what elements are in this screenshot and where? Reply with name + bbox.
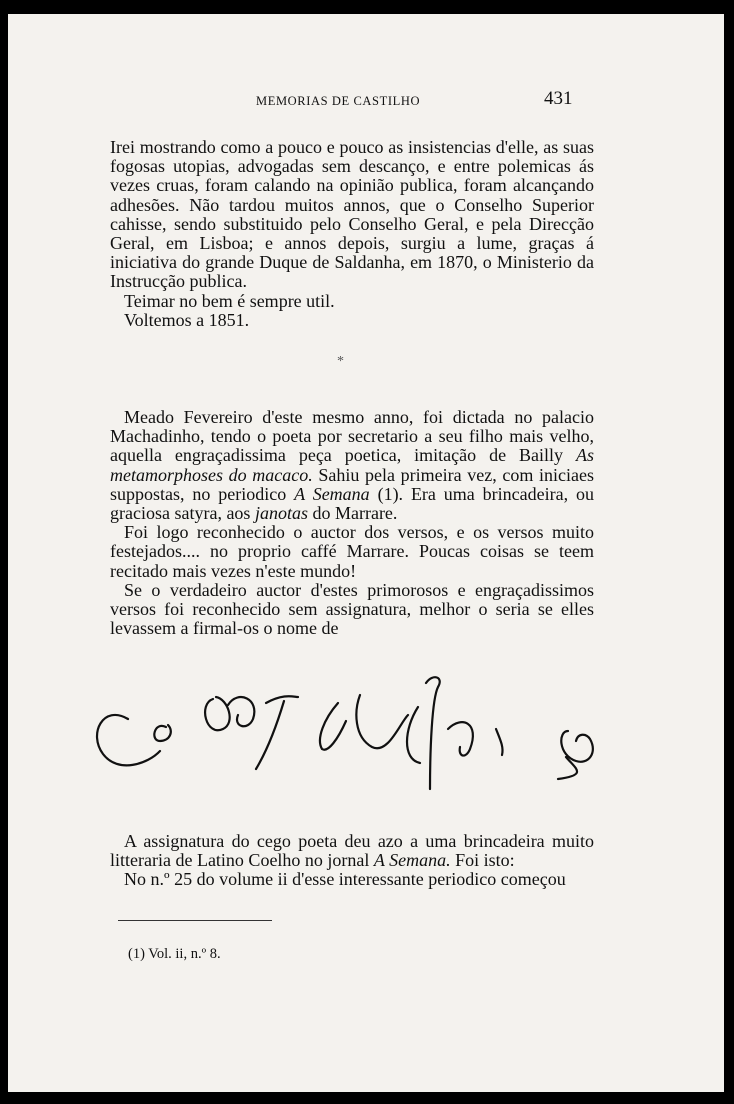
meado-text-a: Meado Fevereiro d'este mesmo anno, foi dictada no palacio Machadinho, tendo o poeta por secretario a seu filho mais velho, aquella engraçadissima peça poetica, imitação de Bailly: [110, 407, 594, 466]
text-block-top: [110, 138, 594, 330]
assig-periodical-italic: A Semana.: [373, 850, 451, 871]
paragraph-voltemos: Voltemos a 1851.: [124, 309, 250, 330]
handwritten-signature: [88, 659, 628, 799]
paragraph-irei: Irei mostrando como a pouco e pouco as insistencias d'elle, as suas fogosas utopias, advogadas sem descanço, e entre polemicas ás vezes cruas, foram calando na opinião publica, foram alcançando adhesões. Não tardou muitos annos, que o Conselho Superior cahisse, sendo substituido pelo Conselho Geral, e pela Direcção Geral, em Lisboa; e annos depois, surgiu a lume, graças á iniciativa do grande Duque de Saldanha, em 1870, o Ministerio da Instrucção publica.: [110, 137, 594, 292]
assig-text-a: A assignatura do cego poeta deu azo a uma brincadeira muito litteraria de Latino Coelho no jornal: [110, 831, 594, 871]
meado-periodical-italic: A Semana: [294, 483, 370, 504]
page-number: 431: [544, 88, 573, 109]
assig-text-c: Foi isto:: [450, 850, 515, 871]
paragraph-assignatura: [110, 832, 594, 870]
paragraph-teimar: Teimar no bem é sempre util.: [124, 290, 335, 311]
meado-janotas-italic: janotas: [254, 503, 308, 524]
paragraph-se: Se o verdadeiro auctor d'estes primorosos e engraçadissimos versos foi reconhecido sem assignatura, melhor o seria se elles levassem a firmal-os o nome de: [110, 579, 594, 639]
meado-text-g: do Marrare.: [307, 503, 398, 524]
section-asterism: *: [337, 354, 344, 369]
footnote: (1) Vol. ii, n.º 8.: [128, 946, 221, 962]
book-page: [8, 14, 724, 1092]
meado-text-e: (1). Era uma brincadeira, ou graciosa satyra, aos: [110, 483, 595, 524]
text-block-bottom: [110, 832, 594, 890]
paragraph-meado: [110, 408, 594, 523]
running-head: MEMORIAS DE CASTILHO: [256, 94, 421, 108]
paragraph-foi: Foi logo reconhecido o auctor dos versos, e os versos muito festejados.... no proprio caffé Marrare. Poucas coisas se teem recitado mais vezes n'este mundo!: [110, 522, 594, 581]
paragraph-no: No n.º 25 do volume ii d'esse interessante periodico começou: [124, 869, 566, 890]
meado-title-italic: As metamorphoses do macaco.: [110, 445, 594, 485]
text-block-middle: [110, 408, 594, 638]
footnote-rule: [118, 920, 272, 921]
meado-text-c: Sahiu pela primeira vez, com iniciaes suppostas, no periodico: [110, 464, 594, 504]
page-header: [8, 88, 724, 114]
